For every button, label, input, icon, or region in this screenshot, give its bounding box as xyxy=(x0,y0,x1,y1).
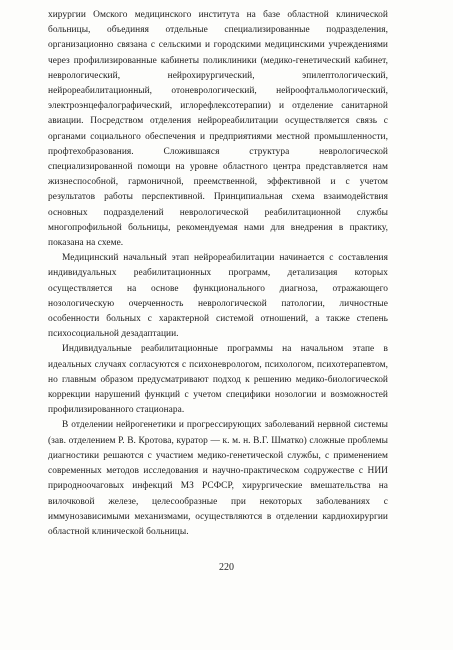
paragraph: В отделении нейрогенетики и прогрессирующих заболеваний нервной системы (зав. отделением Р. В. Кротова, куратор — к. м. н. В.Г. Шматко) сложные проблемы диагностики решаются с участием медико-генетической службы, с применением современных методов исследования и научно-практическом содружестве с НИИ природноочаговых инфекций МЗ РСФСР, хирургические вмешательства на вилочковой железе, целесообразные при некоторых заболеваниях с иммунозависимыми механизмами, осуществляются в отделении кардиохирургии областной клинической больницы. xyxy=(48,420,388,537)
paragraph: Индивидуальные реабилитационные программы на начальном этапе в идеальных случаях согласуются с психоневрологом, психологом, психотерапевтом, но главным образом предусматривают подход к решению медико-биологической коррекции нарушений функций с учетом специфики нозологии и возможностей профилизированного стационара. xyxy=(48,344,388,416)
body-text xyxy=(48,8,388,540)
paragraph: Медицинский начальный этап нейрореабилитации начинается с составления индивидуальных реабилитационных программ, детализация которых осуществляется на основе функционального диагноза, отражающего нозологическую очерченность неврологической патологии, личностные особенности больных с характерной системой отношений, а также степень психосоциальной дезадаптации. xyxy=(48,253,388,340)
paragraph: хирургии Омского медицинского института на базе областной клинической больницы, объединяя отдельные специализированные подразделения, организационно связана с сельскими и городскими медицинскими учреждениями через профилизированные кабинеты поликлиники (медико-генетический кабинет, неврологический, нейрохирургический, эпилептологический, нейрореабилитационный, отоневрологический, нейроофтальмологический, электроэнцефалографический, иглорефлексотерапии) и отделение санитарной авиации. Посредством отделения нейрореабилитации осуществляется связь с органами социального обеспечения и предприятиями местной промышленности, профтехобразования. Сложившаяся структура неврологической специализированной помощи на уровне областного центра представляется нам жизнеспособной, гармоничной, преемственной, эффективной и с учетом результатов работы перспективной. Принципиальная схема взаимодействия основных подразделений неврологической реабилитационной службы многопрофильной больницы, рекомендуемая нами для внедрения в практику, показана на схеме. xyxy=(48,10,388,249)
page-number: 220 xyxy=(219,562,234,573)
